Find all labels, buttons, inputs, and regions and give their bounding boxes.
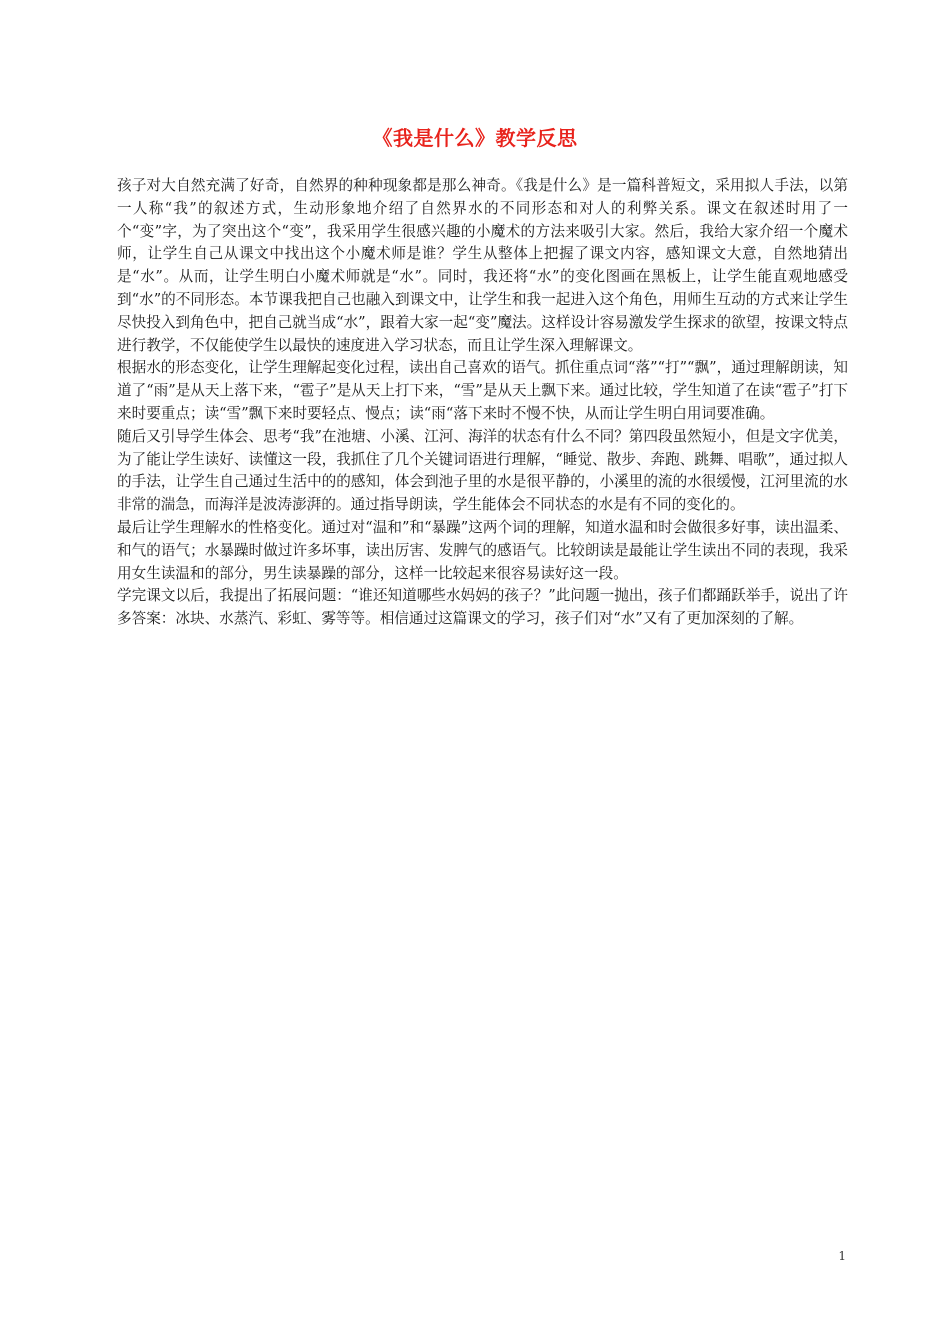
document-body [117, 175, 848, 631]
paragraph-2: 根据水的形态变化，让学生理解起变化过程，读出自己喜欢的语气。抓住重点词“落”“打”“飘”，通过理解朗读，知道了“雨”是从天上落下来，“雹子”是从天上打下来，“雪”是从天上飘下来。通过比较，学生知道了在读“雹子”打下来时要重点；读“雪”飘下来时要轻点、慢点；读“雨“落下来时不慢不快，从而让学生明白用词要准确。 [117, 359, 849, 422]
paragraph-1: 孩子对大自然充满了好奇，自然界的种种现象都是那么神奇。《我是什么》是一篇科普短文，采用拟人手法，以第一人称“我”的叙述方式，生动形象地介绍了自然界水的不同形态和对人的利弊关系。课文在叙述时用了一个“变”字，为了突出这个“变”，我采用学生很感兴趣的小魔术的方法来吸引大家。然后，我给大家介绍一个魔术师，让学生自己从课文中找出这个小魔术师是谁？学生从整体上把握了课文内容，感知课文大意，自然地猜出是“水”。从而，让学生明白小魔术师就是“水”。同时，我还将“水”的变化图画在黑板上，让学生能直观地感受到“水”的不同形态。本节课我把自己也融入到课文中，让学生和我一起进入这个角色，用师生互动的方式来让学生尽快投入到角色中，把自己就当成“水”，跟着大家一起“变”魔法。这样设计容易激发学生探求的欲望，按课文特点进行教学，不仅能使学生以最快的速度进入学习状态，而且让学生深入理解课文。 [117, 177, 848, 354]
paragraph-5: 学完课文以后，我提出了拓展问题：“谁还知道哪些水妈妈的孩子？”此问题一抛出，孩子们都踊跃举手，说出了许多答案：冰块、水蒸汽、彩虹、雾等等。相信通过这篇课文的学习，孩子们对“水”又有了更加深刻的了解。 [117, 587, 848, 628]
paragraph-3: 随后又引导学生体会、思考“我”在池塘、小溪、江河、海洋的状态有什么不同？第四段虽然短小，但是文字优美，为了能让学生读好、读懂这一段，我抓住了几个关键词语进行理解，“睡觉、散步、奔跑、跳舞、唱歌”，通过拟人的手法，让学生自己通过生活中的的感知，体会到池子里的水是很平静的，小溪里的流的水很缓慢，江河里流的水非常的湍急，而海洋是波涛澎湃的。通过指导朗读，学生能体会不同状态的水是有不同的变化的。 [117, 427, 848, 514]
page-number: 1 [838, 1249, 846, 1263]
document-title: 《我是什么》教学反思 [372, 126, 578, 150]
paragraph-4: 最后让学生理解水的性格变化。通过对“温和”和“暴躁”这两个词的理解，知道水温和时会做很多好事，读出温柔、和气的语气；水暴躁时做过许多坏事，读出厉害、发脾气的感语气。比较朗读是最能让学生读出不同的表现，我采用女生读温和的部分，男生读暴躁的部分，这样一比较起来很容易读好这一段。 [117, 518, 848, 582]
